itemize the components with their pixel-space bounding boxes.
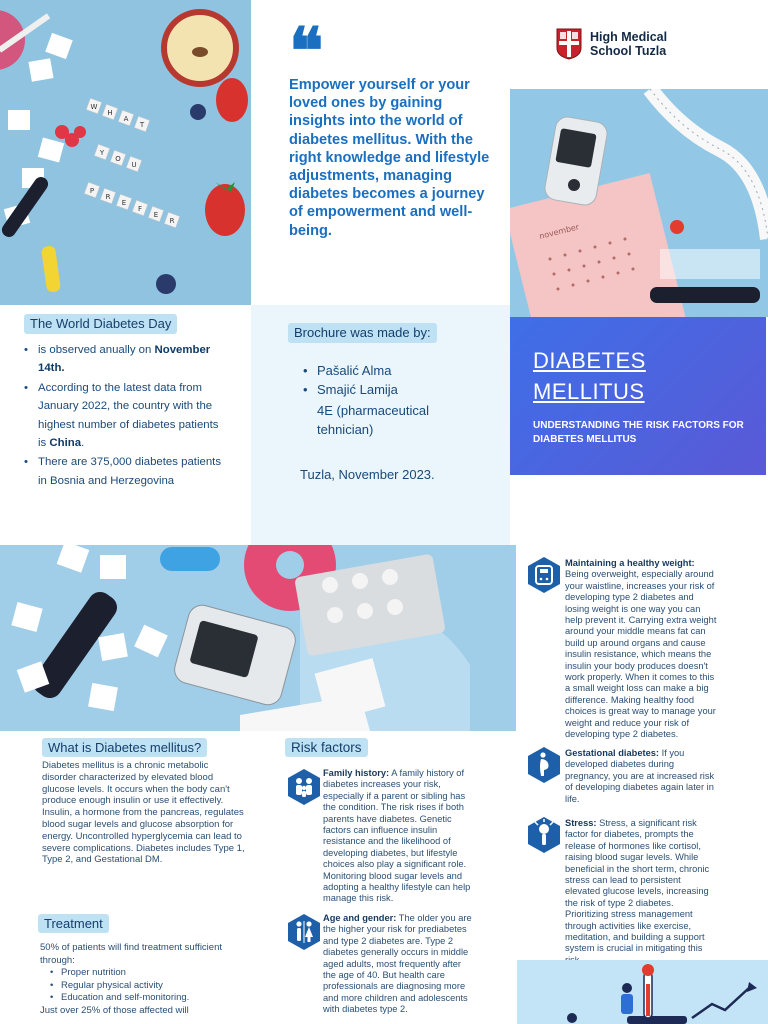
author-item: • Pašalić Alma: [303, 361, 398, 380]
risk-heading: Family history:: [323, 768, 390, 778]
risk-gestational: [527, 748, 717, 805]
cover-title: [533, 345, 646, 407]
risk-text: The older you are the higher your risk for prediabetes and type 2 diabetes are. Type 2 diabetes generally occurs in middle aged adults, most frequently after the age of 40. But health care professionals are diagnosing more and more children and adolescents with diabetes type 2.: [323, 913, 472, 1015]
author-item: • Smajić Lamija: [303, 380, 398, 399]
treatment-outro: Just over 25% of those affected will: [40, 1004, 189, 1016]
risk-heading: Age and gender:: [323, 913, 397, 923]
cube-letter: W: [90, 103, 98, 111]
list-item-bold: November 14th.: [38, 344, 211, 375]
risk-text: A family history of diabetes increases your risk, especially if a parent or sibling has the condition. The risk rises if both parents have diabetes. Genetic factors can influence insulin resistance and the likelihood of developing diabetes, but lifestyle choices also play a significant role. Monitoring blood sugar levels and adopting a healthy lifestyle can help manage this risk.: [323, 768, 471, 904]
cube-letter: E: [121, 199, 127, 207]
risk-heading: Stress:: [565, 818, 597, 828]
risk-healthy-weight: [527, 558, 717, 741]
list-item-text: There are 375,000 diabetes patients in Bosnia and Herzegovina: [38, 456, 222, 487]
school-name-line2: School Tuzla: [590, 44, 667, 58]
risk-text: Being overweight, especially around your waistline, increases your risk of developing type 2 diabetes and losing weight is one way you can help prevent it. Carrying extra weight around your middle means fat can build up around organs and cause insulin resistance, which means the insulin your body produces doesn't work properly. When it comes to this a small weight loss can make a big difference. Making healthy food choices is great way to manage your weight and reduce your risk of developing type 2 diabetes.: [565, 569, 717, 740]
cover-panel: [510, 317, 766, 475]
cover-title-line2: MELLITUS: [533, 379, 645, 404]
cube-letter: E: [153, 211, 159, 219]
treatment-list: [40, 967, 250, 1005]
brochure-title: Brochure was made by:: [288, 323, 437, 343]
list-item: [24, 453, 224, 490]
risk-age-gender: [258, 913, 473, 1016]
photo-sugar-fruit-cubes: [0, 0, 251, 305]
cover-title-line1: DIABETES: [533, 348, 646, 373]
list-item: [24, 379, 224, 453]
quote-panel: [251, 0, 510, 305]
cube-letter: T: [139, 121, 145, 129]
risk-heading: Gestational diabetes:: [565, 748, 660, 758]
photo-glucometer-pills: [0, 545, 516, 731]
school-name: [590, 30, 667, 58]
what-is-title: What is Diabetes mellitus?: [42, 738, 207, 757]
school-crest-icon: [556, 28, 582, 60]
treatment-item: • Proper nutrition: [50, 967, 250, 980]
list-item-bold: China: [49, 437, 82, 450]
what-is-text: Diabetes mellitus is a chronic metabolic disorder characterized by elevated blood glucose levels. It occurs when the body can't produce enough insulin or use it effectively. Insulin, a hormone from the pancreas, regulates blood sugar levels and glucose absorption for energy. Uncontrolled hyperglycemia can lead to severe complications. Diabetes includes Type 1, Type 2, and Gestational DM.: [42, 760, 245, 866]
cube-letter: P: [89, 187, 95, 195]
authors-list: [303, 361, 398, 399]
cube-letter: A: [123, 115, 129, 123]
cover-subtitle: UNDERSTANDING THE RISK FACTORS FOR DIABETES MELLITUS: [533, 420, 744, 445]
cube-letter: U: [131, 161, 137, 169]
list-item-text: According to the latest data from January 2022, the country with the highest number of diabetes patients is: [38, 381, 219, 450]
quote-mark-icon: ❝: [289, 14, 324, 89]
list-item: [24, 341, 224, 378]
school-name-line1: High Medical: [590, 30, 668, 44]
place-date: Tuzla, November 2023.: [300, 467, 435, 482]
cube-letter: F: [137, 205, 143, 213]
world-diabetes-day-section: [0, 305, 251, 545]
cube-letter: R: [105, 193, 111, 201]
calendar-month: november: [538, 222, 580, 241]
treatment-section: [40, 942, 250, 1018]
quote-text: Empower yourself or your loved ones by gaining insights into the world of diabetes mellitus. With the right knowledge and lifestyle adjustments, managing diabetes becomes a journey of empowerment and well-being.: [289, 77, 490, 239]
cube-letter: O: [115, 155, 121, 163]
risk-text: Stress, a significant risk factor for diabetes, prompts the release of hormones like cortisol, raising blood sugar levels. While beneficial in the short term, chronic stress can lead to persistent elevated glucose levels, increasing the risk of type 2 diabetes. Prioritizing stress management through activities like exercise, meditation, and building a support system is crucial in mitigating this: [565, 818, 710, 954]
risk-text: If you developed diabetes during pregnancy, you are at increased risk of developing diabetes again later in life.: [565, 748, 715, 804]
class-line: 4E (pharmaceutical tehnician): [317, 403, 429, 437]
world-diabetes-day-title: The World Diabetes Day: [24, 314, 177, 334]
treatment-title: Treatment: [38, 914, 109, 933]
risk-factors-title: Risk factors: [285, 738, 368, 757]
risk-stress: [527, 818, 717, 966]
cube-letter: H: [107, 109, 113, 117]
world-diabetes-day-list: [24, 341, 224, 491]
illustration-thermometer-chart: [517, 960, 768, 1024]
list-item-end: .: [81, 437, 85, 450]
risk-heading: Maintaining a healthy weight:: [565, 558, 695, 568]
treatment-intro: 50% of patients will find treatment sufficient through:: [40, 942, 223, 966]
cube-letter: R: [169, 217, 175, 225]
photo-glucometer-calendar: [510, 89, 768, 317]
list-item-text: is observed anually on: [38, 344, 152, 356]
risk-family-history: [287, 768, 477, 905]
cube-letter: Y: [99, 149, 105, 157]
treatment-item: • Education and self-monitoring.: [50, 992, 250, 1005]
school-branding: [556, 28, 756, 62]
brochure-credits-section: [251, 305, 510, 545]
treatment-item: • Regular physical activity: [50, 980, 250, 993]
